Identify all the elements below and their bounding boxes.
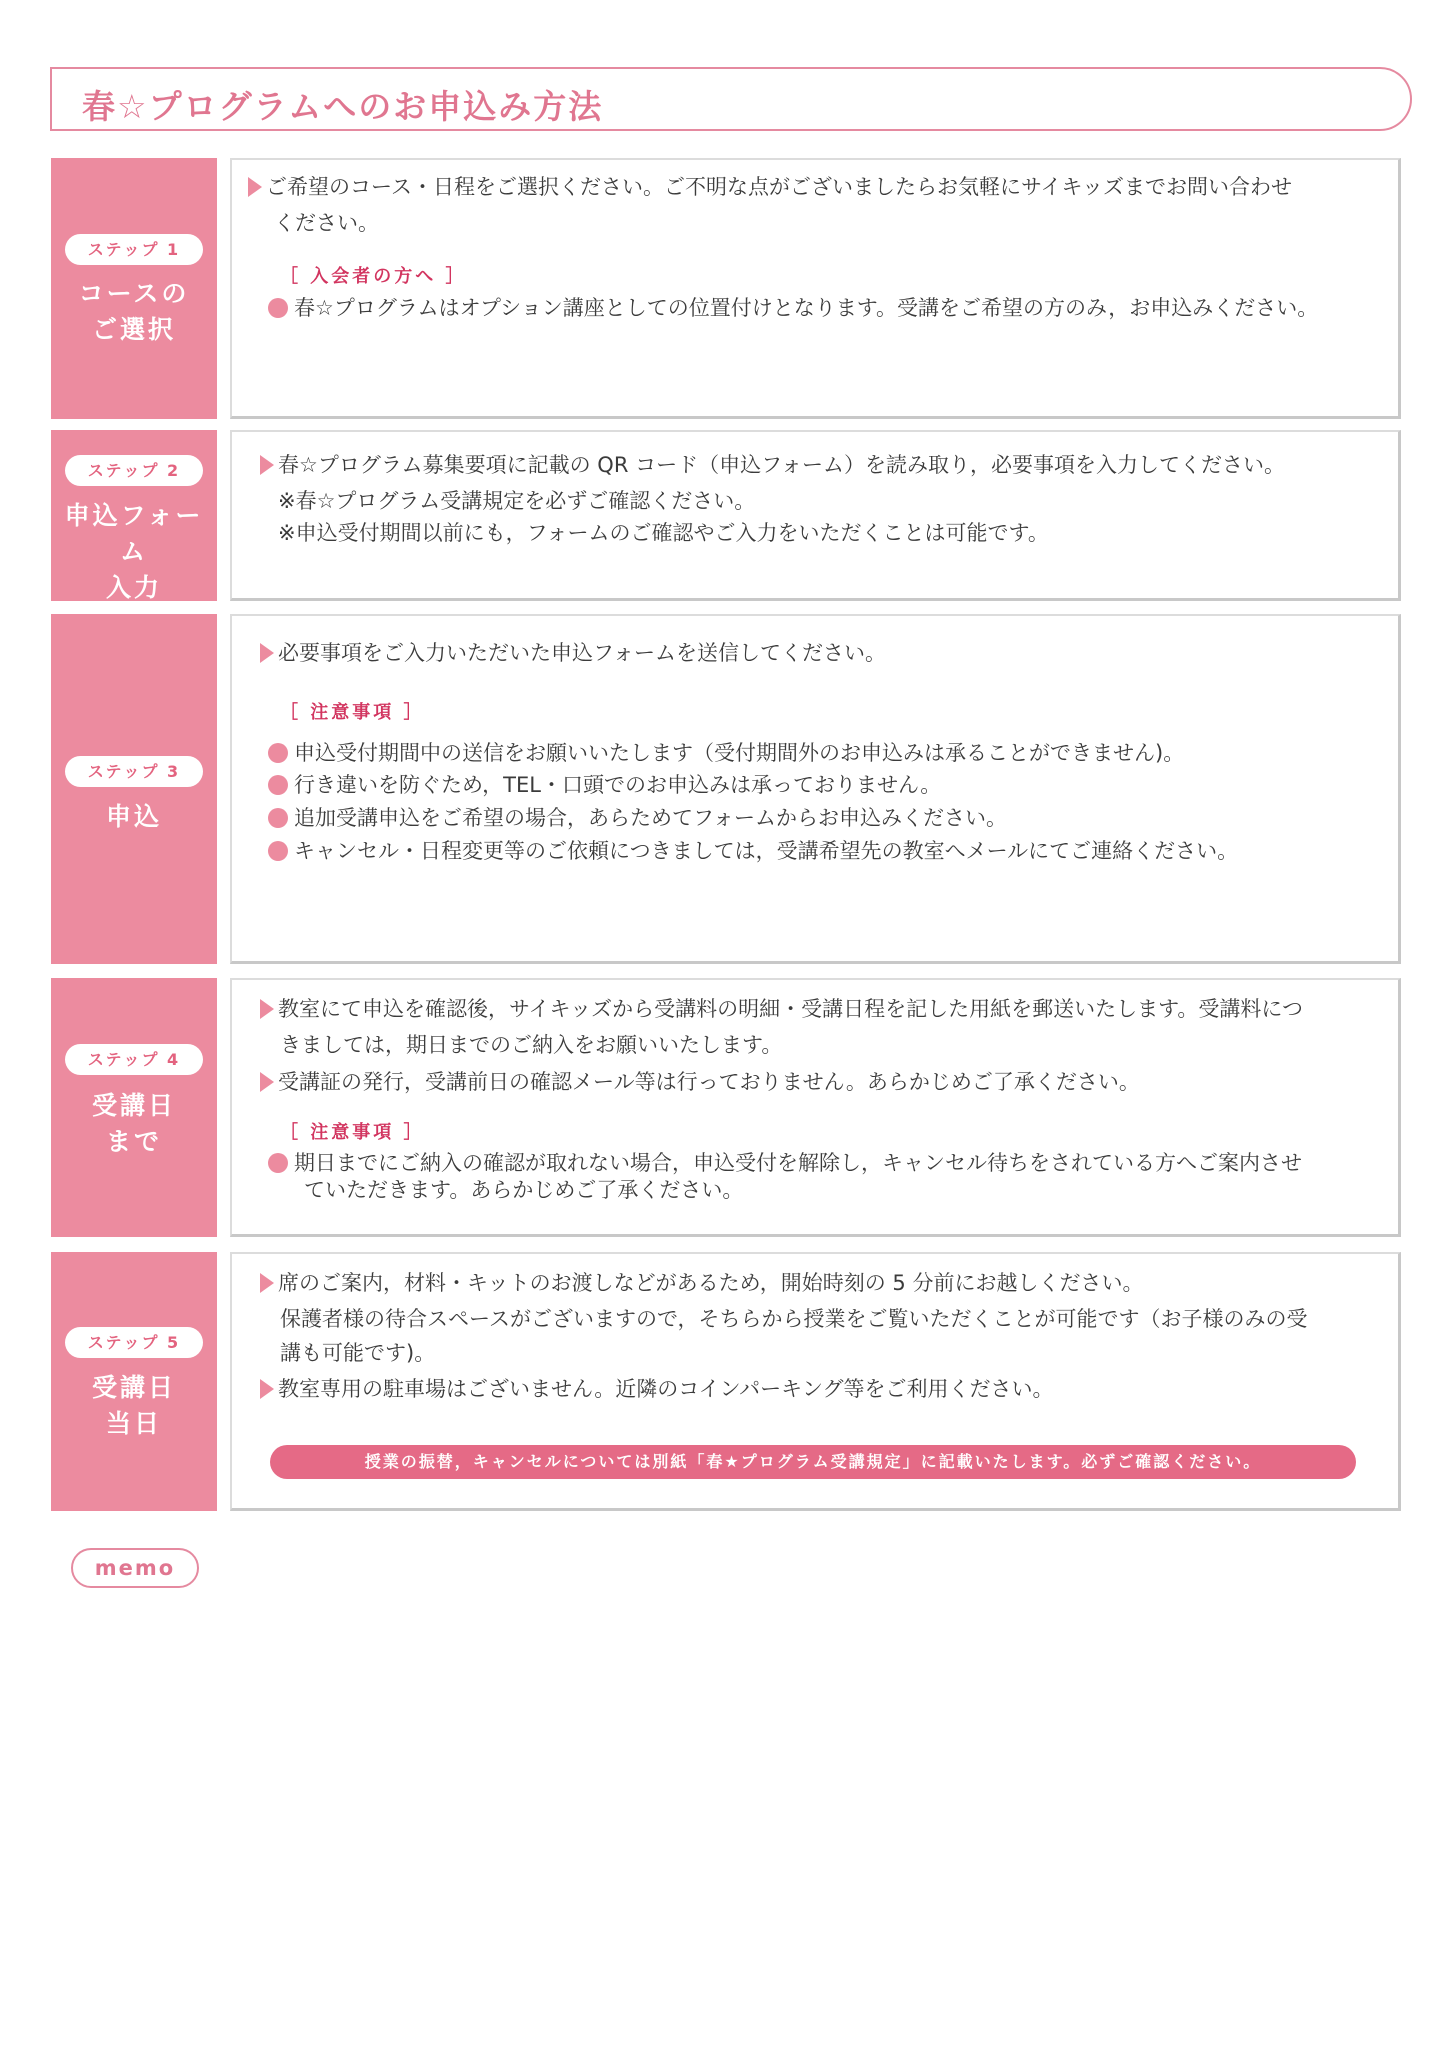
step-2 [51, 430, 1401, 601]
step-4-bullet: 期日までにご納入の確認が取れない場合，申込受付を解除し，キャンセル待ちをされている方へご案内させ [294, 1151, 1302, 1175]
step-5-text: 教室専用の駐車場はございません。近隣のコインパーキング等をご利用ください。 [278, 1377, 1054, 1401]
step-3-badge: ステップ 3 [65, 756, 203, 787]
step-3-bullet: 追加受講申込をご希望の場合，あらためてフォームからお申込みください。 [294, 806, 1007, 830]
step-5-text: 講も可能です)。 [280, 1341, 436, 1365]
step-3-content [230, 614, 1401, 964]
arrow-icon [260, 1273, 274, 1293]
step-1 [51, 158, 1401, 419]
notice-banner: 授業の振替，キャンセルについては別紙「春★プログラム受講規定」に記載いたします。必ずご確認ください。 [270, 1445, 1356, 1479]
bullet-dot-icon [268, 1153, 288, 1173]
bullet-dot-icon [268, 808, 288, 828]
bullet-dot-icon [268, 841, 288, 861]
arrow-icon [248, 177, 262, 197]
step-3-title: 申込 [105, 802, 162, 831]
note-label: ［ 入会者の方へ ］ [280, 266, 467, 287]
step-1-sidebar [51, 158, 217, 419]
step-5-sidebar [51, 1252, 217, 1511]
step-1-badge: ステップ 1 [65, 234, 203, 265]
step-5-title: 受講日 当日 [91, 1373, 176, 1438]
bullet-dot-icon [268, 743, 288, 763]
step-1-title: コースの ご選択 [78, 279, 190, 344]
step-2-badge: ステップ 2 [65, 455, 203, 486]
arrow-icon [260, 1072, 274, 1092]
step-1-text: ご希望のコース・日程をご選択ください。ご不明な点がございましたらお気軽にサイキッズまでお問い合わせ [266, 175, 1293, 199]
arrow-icon [260, 455, 274, 475]
arrow-icon [260, 999, 274, 1019]
step-5-badge: ステップ 5 [65, 1327, 203, 1358]
bullet-dot-icon [268, 775, 288, 795]
step-4-bullet-cont: ていただきます。あらかじめご了承ください。 [304, 1178, 744, 1202]
step-2-text: 春☆プログラム募集要項に記載の QR コード（申込フォーム）を読み取り，必要事項を入力してください。 [278, 453, 1286, 477]
step-5-text: 保護者様の待合スペースがございますので，そちらから授業をご覧いただくことが可能です（お子様のみの受 [280, 1307, 1308, 1331]
step-2-title: 申込フォーム 入力 [64, 501, 204, 602]
step-2-content [230, 430, 1401, 601]
step-2-text: ※申込受付期間以前にも，フォームのご確認やご入力をいただくことは可能です。 [278, 521, 1049, 545]
step-5-text: 席のご案内，材料・キットのお渡しなどがあるため，開始時刻の 5 分前にお越しください。 [278, 1271, 1144, 1295]
step-3-bullet: 申込受付期間中の送信をお願いいたします（受付期間外のお申込みは承ることができません)。 [294, 741, 1185, 765]
step-4-sidebar [51, 978, 217, 1237]
step-4 [51, 978, 1401, 1237]
step-4-text: 教室にて申込を確認後，サイキッズから受講料の明細・受講日程を記した用紙を郵送いたします。受講料につ [278, 997, 1304, 1021]
arrow-icon [260, 1379, 274, 1399]
step-1-content [230, 158, 1401, 419]
page-title: 春☆プログラムへのお申込み方法 [82, 87, 604, 126]
note-label: ［ 注意事項 ］ [280, 1122, 425, 1143]
bullet-dot-icon [268, 298, 288, 318]
arrow-icon [260, 643, 274, 663]
step-3 [51, 614, 1401, 964]
step-4-title: 受講日 まで [91, 1091, 176, 1156]
step-1-text: ください。 [274, 211, 379, 235]
step-2-sidebar [51, 430, 217, 601]
step-4-text: 受講証の発行，受講前日の確認メール等は行っておりません。あらかじめご了承ください。 [278, 1070, 1140, 1094]
step-3-bullet: キャンセル・日程変更等のご依頼につきましては，受講希望先の教室へメールにてご連絡ください。 [294, 839, 1239, 863]
page-title-box [50, 67, 1412, 131]
memo-label: memo [71, 1548, 199, 1588]
step-4-text: きましては，期日までのご納入をお願いいたします。 [280, 1033, 783, 1057]
step-3-sidebar [51, 614, 217, 964]
step-4-content [230, 978, 1401, 1237]
step-4-badge: ステップ 4 [65, 1044, 203, 1075]
step-3-text: 必要事項をご入力いただいた申込フォームを送信してください。 [278, 641, 886, 665]
step-2-text: ※春☆プログラム受講規定を必ずご確認ください。 [278, 489, 756, 513]
step-3-bullet: 行き違いを防ぐため，TEL・口頭でのお申込みは承っておりません。 [294, 773, 942, 797]
note-label: ［ 注意事項 ］ [280, 702, 425, 723]
step-1-bullet: 春☆プログラムはオプション講座としての位置付けとなります。受講をご希望の方のみ，お申込みください。 [294, 296, 1319, 320]
